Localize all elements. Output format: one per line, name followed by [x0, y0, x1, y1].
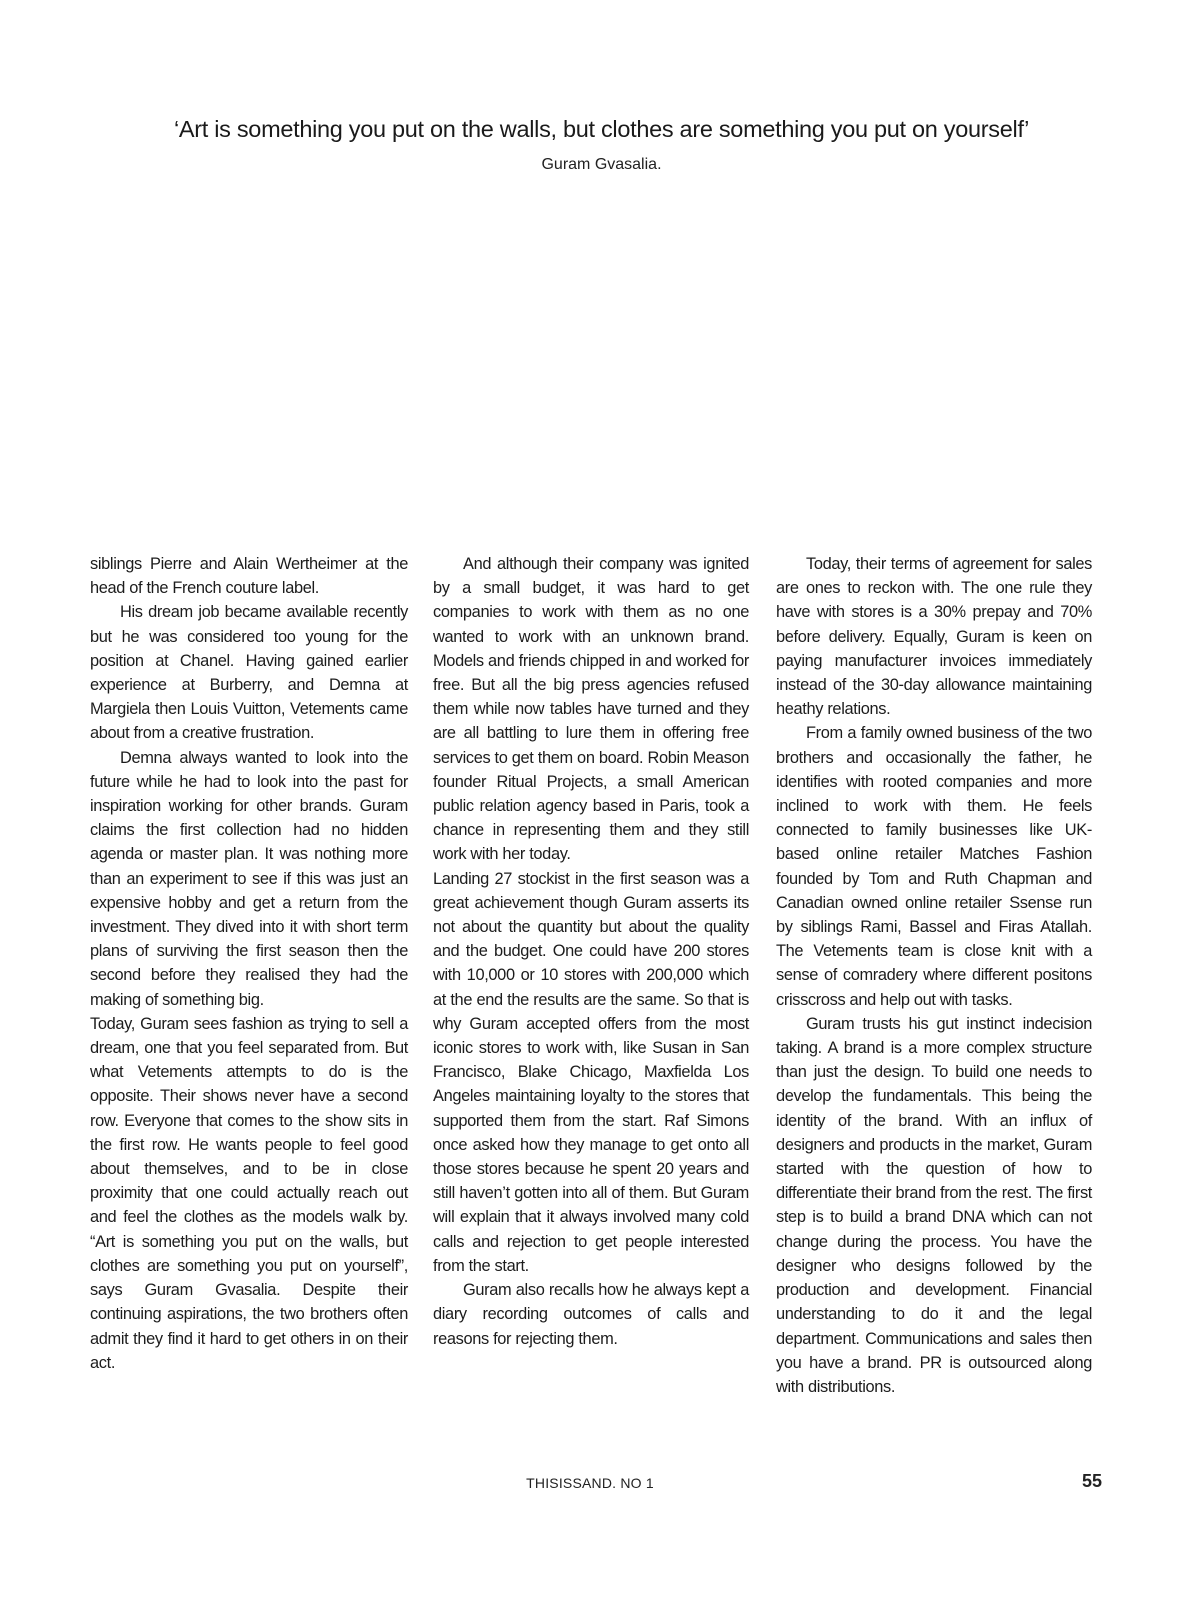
paragraph: From a family owned business of the two brothers and occasionally the father, he identifies with rooted companies and more inclined to work with them. He feels connected to family businesses like UK-based online retailer Matches Fashion founded by Tom and Ruth Chapman and Canadian owned online retailer Ssense run by siblings Rami, Bassel and Firas Atallah. The Vetements team is close knit with a sense of comradery where different positons crisscross and help out with tasks.: [776, 724, 1092, 1009]
paragraph: His dream job became available recently but he was considered too young for the position at Chanel. Having gained earlier experience at Burberry, and Demna at Margiela then Louis Vuitton, Vetements came about from a creative frustration.: [90, 603, 408, 743]
paragraph: Guram also recalls how he always kept a diary recording outcomes of calls and reasons for rejecting them.: [433, 1281, 749, 1348]
paragraph: Today, their terms of agreement for sales are ones to reckon with. The one rule they have with stores is a 30% prepay and 70% before delivery. Equally, Guram is keen on paying manufacturer invoices immediately instead of the 30-day allowance maintaining heathy relations.: [776, 555, 1092, 719]
text-column-2: [433, 552, 749, 1351]
paragraph: Guram trusts his gut instinct indecision taking. A brand is a more complex structure than just the design. To build one needs to develop the fundamentals. This being the identity of the brand. With an influx of designers and products in the market, Guram started with the question of how to differentiate their brand from the rest. The first step is to build a brand DNA which can not change during the process. You have the designer who designs followed by the production and development. Financial understanding to do it and the legal department. Communications and sales then you have a brand. PR is outsourced along with distributions.: [776, 1014, 1092, 1396]
text-column-1: [90, 552, 408, 1375]
page-number: 55: [1081, 1471, 1102, 1491]
paragraph: Today, Guram sees fashion as trying to sell a dream, one that you feel separated from. But what Vetements attempts to do is the opposite. Their shows never have a second row. Everyone that comes to the show sits in the first row. He wants people to feel good about themselves, and to be in close proximity that one could actually reach out and feel the clothes as the models walk by. “Art is something you put on the walls, but clothes are something you put on yourself”, says Guram Gvasalia. Despite their continuing aspirations, the two brothers often admit they find it hard to get others in on their act.: [90, 1014, 408, 1372]
paragraph: Demna always wanted to look into the future while he had to look into the past for inspiration working for other brands. Guram claims the first collection had no hidden agenda or master plan. It was nothing more than an experiment to see if this was just an expensive hobby and get a return from the investment. They dived into it with short term plans of surviving the first season then the second before they realised they had the making of something big.: [90, 748, 408, 1009]
footer-publication: THISISSAND. NO 1: [526, 1475, 654, 1491]
text-column-3: [776, 552, 1092, 1399]
paragraph: siblings Pierre and Alain Wertheimer at the head of the French couture label.: [90, 555, 408, 598]
quote-author: Guram Gvasalia.: [541, 156, 662, 173]
paragraph: And although their company was ignited by a small budget, it was hard to get companies to work with them as no one wanted to work with an unknown brand. Models and friends chipped in and worked for free. But all the big press agencies refused them while now tables have turned and they are all battling to lure them in offering free services to get them on board. Robin Meason founder Ritual Projects, a small American public relation agency based in Paris, took a chance in representing them and they still work with her today.: [433, 555, 749, 864]
pull-quote: ‘Art is something you put on the walls, but clothes are something you put on yourself’: [173, 116, 1030, 142]
paragraph: Landing 27 stockist in the first season was a great achievement though Guram asserts its not about the quantity but about the quality and the budget. One could have 200 stores with 10,000 or 10 stores with 200,000 which at the end the results are the same. So that is why Guram accepted offers from the most iconic stores to work with, like Susan in San Francisco, Blake Chicago, Maxfielda Los Angeles maintaining loyalty to the stores that supported them from the start. Raf Simons once asked how they manage to get onto all those stores because he spent 20 years and still haven’t gotten into all of them. But Guram will explain that it always involved many cold calls and rejection to get people interested from the start.: [433, 869, 749, 1275]
